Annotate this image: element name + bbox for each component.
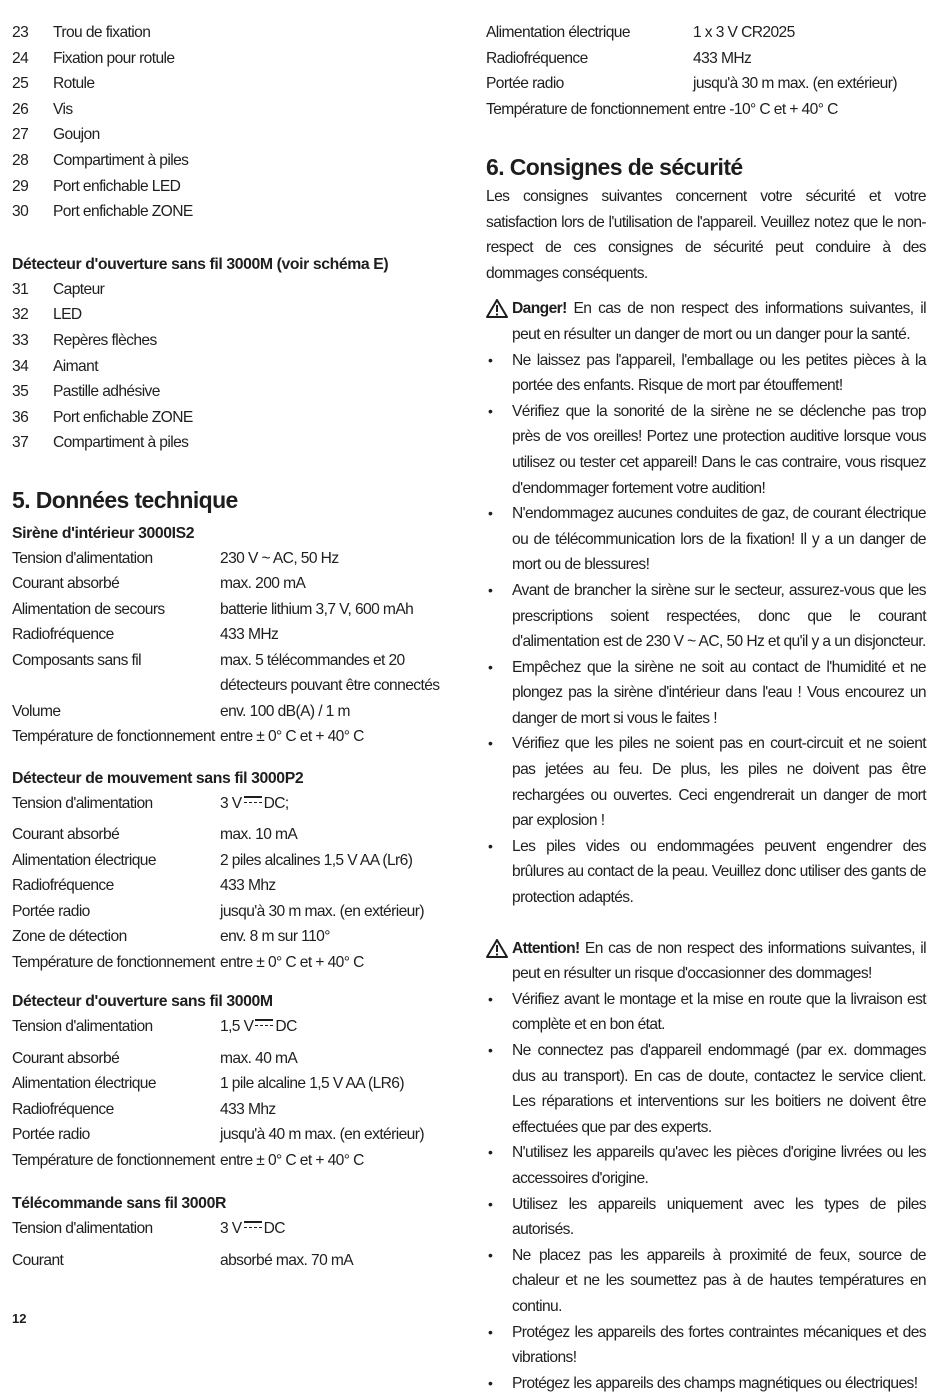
spec-table-opening <box>12 1014 462 1173</box>
spec-row: Radiofréquence 433 MHz <box>12 626 279 644</box>
attention-notice <box>486 936 926 987</box>
spec-row: Courant absorbé max. 200 mA <box>12 575 306 593</box>
spec-heading-motion: Détecteur de mouvement sans fil 3000P2 <box>12 769 304 787</box>
spec-row: Tension d'alimentation 3 V DC <box>12 1220 285 1238</box>
spec-row: Radiofréquence 433 Mhz <box>12 1100 276 1118</box>
list-item: • N'utilisez les appareils qu'avec les pièces d'origine livrées ou les accessoires d'origine. <box>488 1144 926 1187</box>
list-item: • Protégez les appareils des champs magnétiques ou électriques! <box>488 1374 918 1392</box>
list-item: • Empêchez que la sirène ne soit au contact de l'humidité et ne plongez pas la sirène d'intérieur dans l'eau ! Vous encourez un danger de mort si vous le faites ! <box>488 658 926 727</box>
spec-row: Courant absorbé max. 40 mA <box>12 1049 298 1067</box>
list-item: • Ne connectez pas d'appareil endommagé (par ex. dommages dus au transport). En cas de doute, contactez le service client. Les réparations et interventions sur les boitiers ne doivent être effectuées que par des experts. <box>488 1042 926 1136</box>
dc-symbol-icon <box>244 796 262 807</box>
spec-heading-opening: Détecteur d'ouverture sans fil 3000M <box>12 993 273 1011</box>
parts-list-a <box>12 20 462 225</box>
spec-row: Température de fonctionnement entre -10° C et + 40° C <box>486 100 838 118</box>
page-number: 12 <box>12 1311 27 1326</box>
list-item: • Protégez les appareils des fortes contraintes mécaniques et des vibrations! <box>488 1323 926 1367</box>
spec-row: Volume env. 100 dB(A) / 1 m <box>12 702 350 720</box>
list-item: 26 Vis <box>12 100 73 118</box>
spec-row: Température de fonctionnement entre ± 0° C et + 40° C <box>12 953 364 971</box>
list-item: • Vérifiez avant le montage et la mise en route que la livraison est complète et en bon état. <box>488 990 926 1034</box>
dc-symbol-icon <box>255 1019 273 1030</box>
danger-text: En cas de non respect des informations suivantes, il peut en résulter un danger de mort ou un danger pour la santé. <box>512 300 926 343</box>
spec-row: Portée radio jusqu'à 40 m max. (en extérieur) <box>12 1126 424 1144</box>
spec-row: Composants sans fil max. 5 télécommandes et 20 détecteurs pouvant être connectés <box>12 651 440 695</box>
danger-label: Danger! <box>512 300 567 318</box>
list-item: • Vérifiez que les piles ne soient pas en court-circuit et ne soient pas jetées au feu. De plus, les piles ne doivent pas être rechargées ou ouvertes. Ceci engendrerait un danger de mort par explosion ! <box>488 735 926 830</box>
danger-notice <box>486 296 926 347</box>
section6-intro: Les consignes suivantes concernent votre sécurité et votre satisfaction lors de l'utilisation de l'appareil. Veuillez notez que le non-respect de ces consignes de sécurité peut conduire à des dommages conséquents. <box>486 188 926 282</box>
spec-table-remote-continued <box>486 20 926 122</box>
spec-row: Température de fonctionnement entre ± 0° C et + 40° C <box>12 1151 364 1169</box>
attention-list <box>486 987 926 1396</box>
list-item: 30 Port enfichable ZONE <box>12 203 193 221</box>
dc-symbol-icon <box>244 1221 262 1232</box>
attention-text: En cas de non respect des informations suivantes, il peut en résulter un risque d'occasionner des dommages! <box>512 939 926 983</box>
spec-row: Tension d'alimentation 230 V ~ AC, 50 Hz <box>12 549 339 567</box>
spec-table-motion <box>12 791 462 976</box>
spec-row: Zone de détection env. 8 m sur 110° <box>12 928 330 946</box>
list-item: 29 Port enfichable LED <box>12 177 181 195</box>
detector-parts-heading: Détecteur d'ouverture sans fil 3000M (voir schéma E) <box>12 255 389 273</box>
warning-triangle-icon <box>486 936 512 987</box>
spec-row: Alimentation électrique 1 pile alcaline 1,5 V AA (LR6) <box>12 1075 404 1093</box>
spec-heading-siren: Sirène d'intérieur 3000IS2 <box>12 524 195 542</box>
list-item: • Ne laissez pas l'appareil, l'emballage ou les petites pièces à la portée des enfants. Risque de mort par étouffement! <box>488 351 926 395</box>
section5-title: 5. Données technique <box>12 486 238 513</box>
list-item: • N'endommagez aucunes conduites de gaz, de courant électrique ou de télécommunication lors de la fixation! Il y a un danger de mort ou de blessures! <box>488 505 926 574</box>
right-column <box>486 20 926 1396</box>
spec-row: Alimentation électrique 1 x 3 V CR2025 <box>486 24 795 41</box>
list-item: 32 LED <box>12 306 82 324</box>
list-item: 37 Compartiment à piles <box>12 434 189 452</box>
spec-row: Portée radio jusqu'à 30 m max. (en extérieur) <box>12 902 424 920</box>
list-item: • Les piles vides ou endommagées peuvent engendrer des brûlures au contact de la peau. Veuillez donc utiliser des gants de protection adaptés. <box>488 837 926 907</box>
left-column <box>12 20 462 1273</box>
spec-row: Tension d'alimentation 1,5 V DC <box>12 1018 297 1036</box>
attention-label: Attention! <box>512 939 580 957</box>
list-item: 31 Capteur <box>12 280 105 298</box>
spec-row: Courant absorbé max. 70 mA <box>12 1251 354 1269</box>
list-item: • Utilisez les appareils uniquement avec les types de piles autorisés. <box>488 1195 926 1239</box>
list-item: • Avant de brancher la sirène sur le secteur, assurez-vous que les prescriptions soient respectées, donc que le courant d'alimentation est de 230 V ~ AC, 50 Hz et qu'il y a un disjoncteur. <box>488 581 926 651</box>
list-item: 27 Goujon <box>12 126 100 144</box>
list-item: 34 Aimant <box>12 357 98 375</box>
spec-table-remote <box>12 1216 462 1273</box>
section6-title: 6. Consignes de sécurité <box>486 154 743 180</box>
danger-list <box>486 348 926 911</box>
spec-row: Courant absorbé max. 10 mA <box>12 826 298 844</box>
spec-row: Radiofréquence 433 Mhz <box>12 877 276 895</box>
list-item: 35 Pastille adhésive <box>12 383 160 401</box>
list-item: 25 Rotule <box>12 75 95 93</box>
spec-row: Alimentation de secours batterie lithium 3,7 V, 600 mAh <box>12 600 414 618</box>
warning-triangle-icon <box>486 296 512 347</box>
list-item: 33 Repères flèches <box>12 331 157 349</box>
spec-row: Alimentation électrique 2 piles alcalines 1,5 V AA (Lr6) <box>12 851 413 869</box>
list-item: 24 Fixation pour rotule <box>12 49 175 67</box>
spec-row: Portée radio jusqu'à 30 m max. (en extérieur) <box>486 75 897 92</box>
spec-row: Radiofréquence 433 MHz <box>486 49 752 67</box>
list-item: 23 Trou de fixation <box>12 24 151 41</box>
list-item: • Vérifiez que la sonorité de la sirène ne se déclenche pas trop près de vos oreilles! Portez une protection auditive lorsque vous utilisez ou tester cet appareil! Dans le cas contraire, vous risquez d'endommager fortement votre audition! <box>488 402 926 497</box>
spec-row: Température de fonctionnement entre ± 0° C et + 40° C <box>12 728 364 746</box>
parts-list-b <box>12 277 462 456</box>
spec-heading-remote: Télécommande sans fil 3000R <box>12 1195 226 1213</box>
list-item: • Ne placez pas les appareils à proximité de feux, source de chaleur et ne les soumettez pas à de hautes températures en continu. <box>488 1246 926 1315</box>
list-item: 28 Compartiment à piles <box>12 151 189 169</box>
spec-row: Tension d'alimentation 3 V DC; <box>12 794 289 812</box>
spec-table-siren <box>12 546 462 750</box>
list-item: 36 Port enfichable ZONE <box>12 408 193 426</box>
